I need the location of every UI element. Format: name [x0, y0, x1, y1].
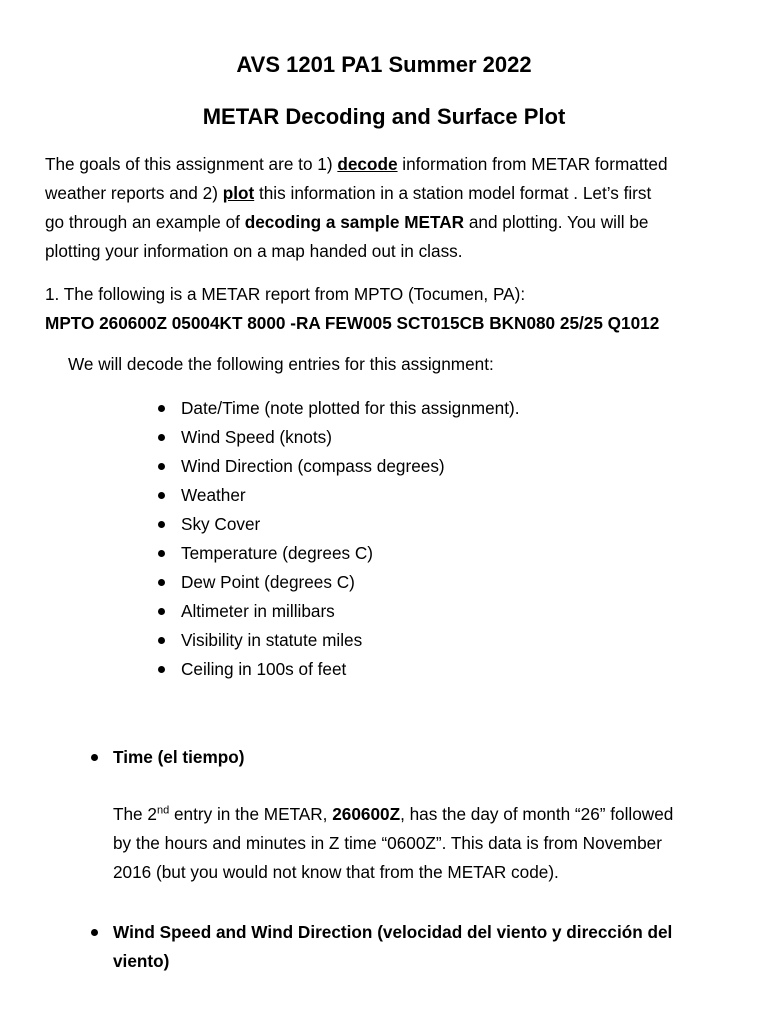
- list-item-label: Wind Direction (compass degrees): [181, 456, 445, 476]
- list-item: [158, 597, 520, 626]
- section-heading-text: [91, 918, 731, 976]
- time-text: The 2: [113, 804, 157, 824]
- intro-line-3: [45, 208, 735, 237]
- document-subtitle: METAR Decoding and Surface Plot: [202, 104, 566, 129]
- bullet-icon: [158, 608, 165, 615]
- list-item-label: Altimeter in millibars: [181, 601, 335, 621]
- list-item-label: Wind Speed (knots): [181, 427, 332, 447]
- bullet-icon: [158, 405, 165, 412]
- entries-list: [158, 394, 520, 684]
- ordinal-suffix: nd: [156, 804, 170, 817]
- intro-text: this information in a station model format . Let’s first: [254, 183, 652, 203]
- keyword-decoding-sample: decoding a sample METAR: [244, 212, 465, 232]
- section-wind-heading: [91, 918, 731, 976]
- intro-text: weather reports and 2): [45, 183, 223, 203]
- keyword-plot: plot: [222, 183, 255, 203]
- intro-text: information from METAR formatted: [397, 154, 668, 174]
- list-item-label: Ceiling in 100s of feet: [181, 659, 347, 679]
- item-1: [45, 280, 735, 338]
- document-title: AVS 1201 PA1 Summer 2022: [236, 52, 532, 77]
- list-item: [158, 452, 520, 481]
- bullet-icon: [158, 666, 165, 673]
- intro-text: and plotting. You will be: [464, 212, 649, 232]
- bullet-icon: [158, 579, 165, 586]
- list-item-label: Sky Cover: [181, 514, 261, 534]
- list-item: [158, 423, 520, 452]
- list-item-label: Weather: [181, 485, 246, 505]
- section-time-heading: [91, 743, 731, 772]
- intro-text: go through an example of: [45, 212, 245, 232]
- wind-heading-line-1: Wind Speed and Wind Direction (velocidad del viento y dirección del: [113, 922, 673, 942]
- intro-line-1: [45, 150, 735, 179]
- list-item: [158, 394, 520, 423]
- time-line-3: 2016 (but you would not know that from the METAR code).: [113, 862, 559, 882]
- bullet-icon: [91, 929, 98, 936]
- bullet-icon: [158, 492, 165, 499]
- decode-intro: We will decode the following entries for this assignment:: [68, 354, 494, 374]
- intro-line-2: [45, 179, 735, 208]
- wind-heading-line-2: viento): [113, 951, 170, 971]
- bullet-icon: [158, 637, 165, 644]
- time-code: 260600Z: [332, 804, 401, 824]
- list-item: [158, 655, 520, 684]
- metar-code: MPTO 260600Z 05004KT 8000 -RA FEW005 SCT015CB BKN080 25/25 Q1012: [45, 313, 660, 333]
- bullet-icon: [158, 550, 165, 557]
- time-text: , has the day of month “26” followed: [400, 804, 674, 824]
- list-item: [158, 539, 520, 568]
- keyword-decode: decode: [337, 154, 398, 174]
- bullet-icon: [158, 521, 165, 528]
- intro-line-4: plotting your information on a map handed out in class.: [45, 241, 463, 261]
- bullet-icon: [91, 754, 98, 761]
- list-item: [158, 626, 520, 655]
- list-item-label: Dew Point (degrees C): [181, 572, 355, 592]
- list-item-label: Date/Time (note plotted for this assignment).: [181, 398, 520, 418]
- time-line-1: [113, 800, 733, 829]
- list-item: [158, 568, 520, 597]
- intro-text: The goals of this assignment are to 1): [45, 154, 338, 174]
- time-text: entry in the METAR,: [169, 804, 333, 824]
- section-time-body: [113, 800, 733, 887]
- bullet-icon: [158, 463, 165, 470]
- list-item: [158, 510, 520, 539]
- bullet-icon: [158, 434, 165, 441]
- list-item-label: Temperature (degrees C): [181, 543, 374, 563]
- item-1-text: 1. The following is a METAR report from MPTO (Tocumen, PA):: [45, 284, 526, 304]
- time-line-2: by the hours and minutes in Z time “0600Z”. This data is from November: [113, 833, 662, 853]
- list-item: [158, 481, 520, 510]
- intro-paragraph: [45, 150, 735, 266]
- list-item-label: Visibility in statute miles: [181, 630, 363, 650]
- section-heading-text: Time (el tiempo): [113, 747, 245, 767]
